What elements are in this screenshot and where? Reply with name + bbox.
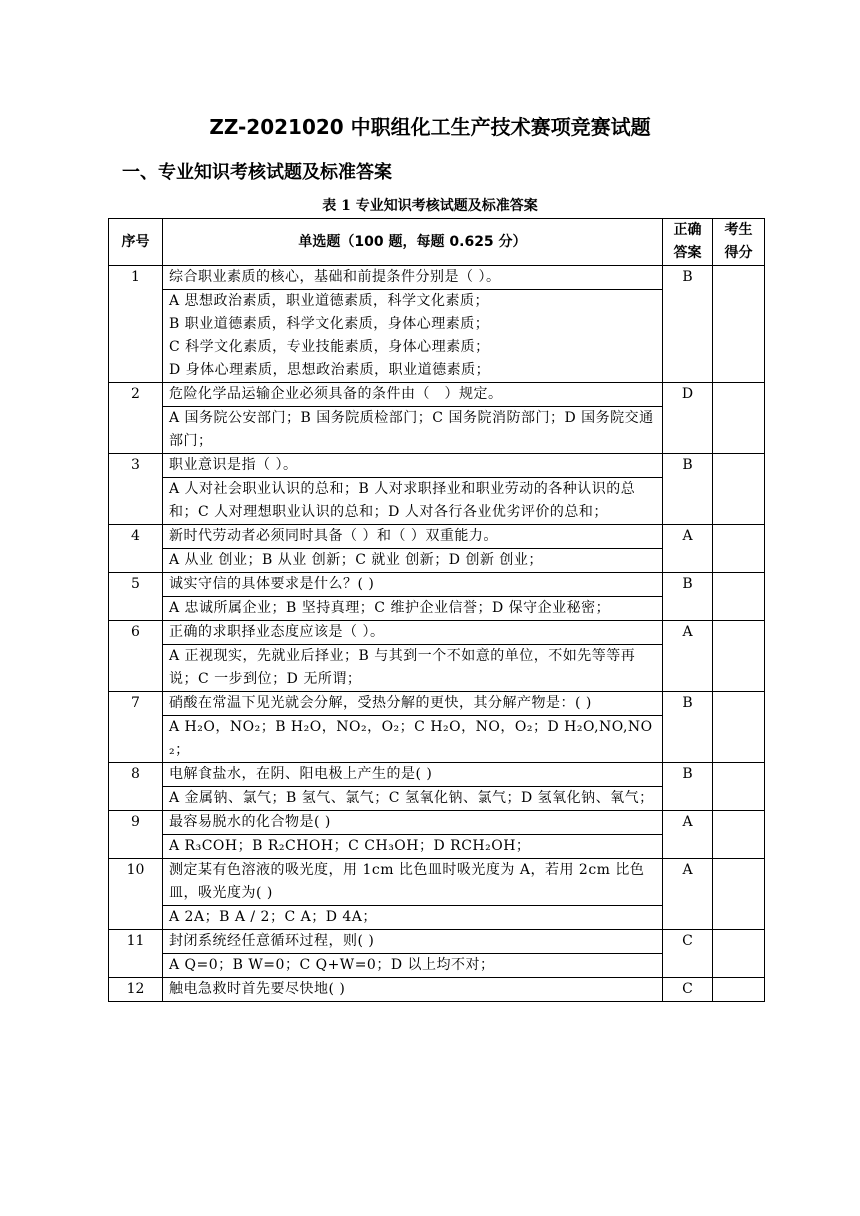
correct-answer: D (663, 383, 713, 454)
question-text: 最容易脱水的化合物是( ) (163, 811, 663, 835)
question-text: 硝酸在常温下见光就会分解，受热分解的更快，其分解产物是：( ) (163, 692, 663, 716)
score-cell[interactable] (713, 930, 765, 978)
correct-answer: A (663, 811, 713, 859)
score-cell[interactable] (713, 525, 765, 573)
question-text: 新时代劳动者必须同时具备（ ）和（ ）双重能力。 (163, 525, 663, 549)
correct-answer: A (663, 621, 713, 692)
header-number: 序号 (109, 219, 163, 266)
section-title: 一、专业知识考核试题及标准答案 (122, 162, 392, 183)
question-number: 1 (109, 266, 163, 383)
question-number: 11 (109, 930, 163, 978)
question-number: 5 (109, 573, 163, 621)
options-cell (163, 787, 663, 811)
score-cell[interactable] (713, 763, 765, 811)
options-cell (163, 407, 663, 454)
options-cell (163, 954, 663, 978)
question-text: 封闭系统经任意循环过程，则( ) (163, 930, 663, 954)
score-cell[interactable] (713, 621, 765, 692)
question-row (109, 930, 765, 954)
table-body (109, 266, 765, 1002)
table-caption: 表 1 专业知识考核试题及标准答案 (322, 198, 538, 214)
question-number: 2 (109, 383, 163, 454)
correct-answer: B (663, 763, 713, 811)
option-text: A 忠诚所属企业；B 坚持真理；C 维护企业信誉；D 保守企业秘密； (169, 600, 611, 616)
option-text: A R₃COH；B R₂CHOH；C CH₃OH；D RCH₂OH； (169, 838, 531, 854)
options-cell (163, 645, 663, 692)
options-cell (163, 597, 663, 621)
question-text: 诚实守信的具体要求是什么？( ) (163, 573, 663, 597)
correct-answer: C (663, 978, 713, 1002)
question-row (109, 454, 765, 478)
option-text: A 金属钠、氯气；B 氢气、氯气；C 氢氧化钠、氯气；D 氢氧化钠、氧气； (169, 790, 654, 806)
question-text: 正确的求职择业态度应该是（ ）。 (163, 621, 663, 645)
score-cell[interactable] (713, 859, 765, 930)
question-row (109, 692, 765, 716)
option-text: A H₂O，NO₂；B H₂O，NO₂，O₂；C H₂O，NO，O₂；D H₂O,NO,NO₂； (169, 719, 653, 758)
question-row (109, 621, 765, 645)
option-text: A 从业 创业；B 从业 创新；C 就业 创新；D 创新 创业； (169, 552, 543, 568)
question-row (109, 859, 765, 906)
correct-answer: A (663, 525, 713, 573)
question-number: 7 (109, 692, 163, 763)
header-question: 单选题（100 题，每题 0.625 分） (163, 219, 663, 266)
correct-answer: B (663, 454, 713, 525)
question-row (109, 266, 765, 290)
options-cell (163, 835, 663, 859)
header-score: 考生得分 (713, 219, 765, 266)
correct-answer: B (663, 573, 713, 621)
question-number: 12 (109, 978, 163, 1002)
options-cell (163, 549, 663, 573)
option-text: C 科学文化素质，专业技能素质，身体心理素质； (169, 339, 490, 355)
score-cell[interactable] (713, 573, 765, 621)
question-number: 4 (109, 525, 163, 573)
question-row (109, 763, 765, 787)
option-text: A 人对社会职业认识的总和；B 人对求职择业和职业劳动的各种认识的总和；C 人对理想职业认识的总和；D 人对各行各业优劣评价的总和； (169, 481, 636, 520)
question-row (109, 811, 765, 835)
question-text: 测定某有色溶液的吸光度，用 1cm 比色皿时吸光度为 A，若用 2cm 比色皿，吸光度为( ) (163, 859, 663, 906)
option-text: A 正视现实，先就业后择业；B 与其到一个不如意的单位，不如先等等再说；C 一步到位；D 无所谓； (169, 648, 636, 687)
options-cell (163, 906, 663, 930)
option-text: A 思想政治素质，职业道德素质，科学文化素质； (169, 293, 490, 309)
table-header-row (109, 219, 765, 266)
score-cell[interactable] (713, 811, 765, 859)
correct-answer: B (663, 692, 713, 763)
option-text: D 身体心理素质，思想政治素质，职业道德素质； (169, 362, 491, 378)
question-table (108, 218, 765, 1002)
question-number: 6 (109, 621, 163, 692)
question-row (109, 978, 765, 1002)
question-row (109, 573, 765, 597)
option-text: A Q=0；B W=0；C Q+W=0；D 以上均不对； (169, 957, 495, 973)
option-text: B 职业道德素质，科学文化素质，身体心理素质； (169, 316, 490, 332)
option-text: A 国务院公安部门；B 国务院质检部门；C 国务院消防部门；D 国务院交通部门； (169, 410, 654, 449)
options-cell (163, 716, 663, 763)
question-row (109, 383, 765, 407)
question-text: 危险化学品运输企业必须具备的条件由（ ）规定。 (163, 383, 663, 407)
question-number: 8 (109, 763, 163, 811)
option-text: A 2A；B A / 2；C A；D 4A； (169, 909, 377, 925)
question-number: 3 (109, 454, 163, 525)
score-cell[interactable] (713, 692, 765, 763)
score-cell[interactable] (713, 454, 765, 525)
question-text: 电解食盐水，在阴、阳电极上产生的是( ) (163, 763, 663, 787)
options-cell (163, 290, 663, 383)
header-answer: 正确答案 (663, 219, 713, 266)
score-cell[interactable] (713, 266, 765, 383)
correct-answer: B (663, 266, 713, 383)
question-text: 综合职业素质的核心，基础和前提条件分别是（ ）。 (163, 266, 663, 290)
question-number: 10 (109, 859, 163, 930)
question-number: 9 (109, 811, 163, 859)
correct-answer: C (663, 930, 713, 978)
question-text: 触电急救时首先要尽快地( ) (163, 978, 663, 1002)
correct-answer: A (663, 859, 713, 930)
question-row (109, 525, 765, 549)
options-cell (163, 478, 663, 525)
score-cell[interactable] (713, 978, 765, 1002)
score-cell[interactable] (713, 383, 765, 454)
page-title: ZZ-2021020 中职组化工生产技术赛项竞赛试题 (209, 115, 651, 139)
question-text: 职业意识是指（ ）。 (163, 454, 663, 478)
